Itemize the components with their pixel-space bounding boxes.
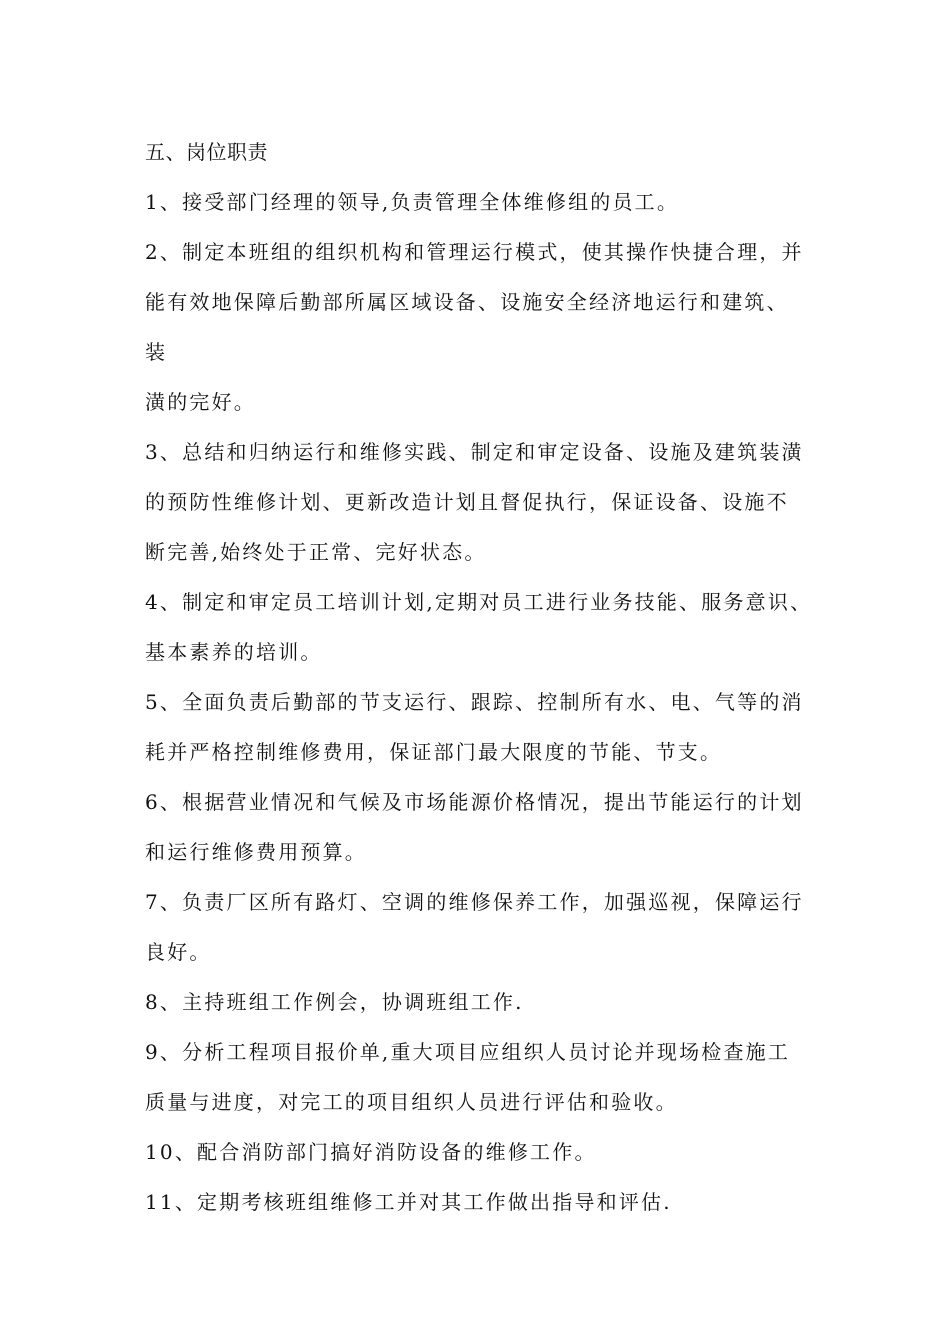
duty-3-line-1: 3、总结和归纳运行和维修实践、制定和审定设备、设施及建筑装潢	[145, 440, 804, 464]
section-heading: 五、岗位职责	[145, 140, 268, 164]
duty-7-line-2: 良好。	[145, 940, 212, 964]
duty-5-line-1: 5、全面负责后勤部的节支运行、跟踪、控制所有水、电、气等的消	[145, 690, 804, 714]
duty-2-line-2: 能有效地保障后勤部所属区域设备、设施安全经济地运行和建筑、	[145, 290, 789, 314]
duty-2-line-1: 2、制定本班组的组织机构和管理运行模式，使其操作快捷合理，并	[145, 240, 804, 264]
duty-3-line-2: 的预防性维修计划、更新改造计划且督促执行，保证设备、设施不	[145, 490, 789, 514]
duty-4-line-1: 4、制定和审定员工培训计划,定期对员工进行业务技能、服务意识、	[145, 590, 813, 614]
duty-6-line-1: 6、根据营业情况和气候及市场能源价格情况，提出节能运行的计划	[145, 790, 804, 814]
duty-2-line-3: 装	[145, 340, 168, 364]
duty-8-line-1: 8、主持班组工作例会，协调班组工作.	[145, 990, 524, 1014]
duty-2-line-4: 潢的完好。	[145, 390, 256, 414]
duty-1-line-1: 1、接受部门经理的领导,负责管理全体维修组的员工。	[145, 190, 680, 214]
duty-10-line-1: 10、配合消防部门搞好消防设备的维修工作。	[145, 1140, 597, 1164]
duty-5-line-2: 耗并严格控制维修费用，保证部门最大限度的节能、节支。	[145, 740, 723, 764]
duty-11-line-1: 11、定期考核班组维修工并对其工作做出指导和评估.	[145, 1190, 672, 1214]
duty-7-line-1: 7、负责厂区所有路灯、空调的维修保养工作，加强巡视，保障运行	[145, 890, 804, 914]
duty-6-line-2: 和运行维修费用预算。	[145, 840, 367, 864]
duty-9-line-2: 质量与进度，对完工的项目组织人员进行评估和验收。	[145, 1090, 678, 1114]
duty-3-line-3: 断完善,始终处于正常、完好状态。	[145, 540, 487, 564]
duty-9-line-1: 9、分析工程项目报价单,重大项目应组织人员讨论并现场检查施工	[145, 1040, 791, 1064]
duty-4-line-2: 基本素养的培训。	[145, 640, 323, 664]
